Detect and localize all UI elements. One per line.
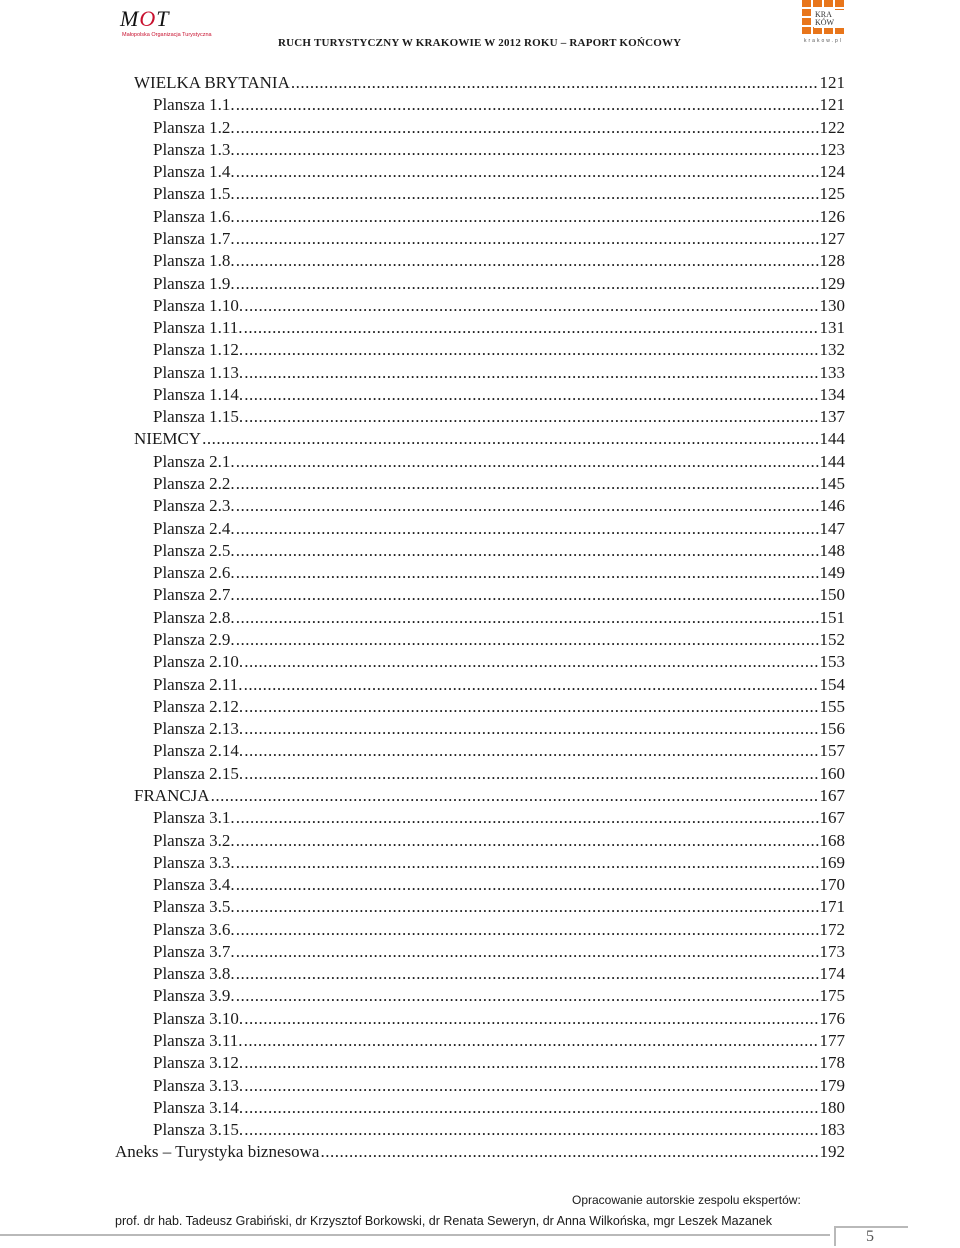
toc-entry-label: Plansza 1.11. <box>153 318 243 338</box>
toc-entry[interactable] <box>153 807 845 829</box>
toc-entry[interactable] <box>153 317 845 339</box>
toc-entry[interactable] <box>153 1008 845 1030</box>
toc-entry[interactable] <box>153 228 845 250</box>
toc-dot-leader <box>244 740 818 762</box>
toc-entry-page: 153 <box>819 652 845 672</box>
toc-entry-label: Plansza 1.12. <box>153 340 244 360</box>
mot-logo-wordmark: MOT <box>120 6 170 31</box>
toc-entry-label: Plansza 1.15. <box>153 407 244 427</box>
toc-entry[interactable] <box>153 518 845 540</box>
toc-dot-leader <box>244 763 818 785</box>
toc-entry-label: Plansza 2.1. <box>153 451 235 471</box>
toc-entry-page: 121 <box>819 73 845 92</box>
toc-dot-leader <box>244 384 818 406</box>
toc-entry[interactable] <box>153 718 845 740</box>
toc-dot-leader <box>236 518 819 540</box>
toc-entry-label: Plansza 3.3. <box>153 852 235 872</box>
toc-dot-leader <box>236 250 819 272</box>
toc-entry-page: 180 <box>819 1097 845 1117</box>
toc-dot-leader <box>244 674 819 696</box>
toc-dot-leader <box>236 228 819 250</box>
toc-dot-leader <box>236 830 819 852</box>
toc-entry-page: 124 <box>819 162 845 182</box>
toc-dot-leader <box>244 339 818 361</box>
toc-entry-page: 152 <box>819 630 845 649</box>
toc-entry[interactable] <box>153 206 845 228</box>
toc-entry[interactable] <box>153 495 845 517</box>
toc-entry[interactable] <box>153 830 845 852</box>
toc-entry-page: 144 <box>819 429 845 449</box>
toc-entry-page: 150 <box>819 585 845 605</box>
toc-dot-leader <box>244 1097 818 1119</box>
toc-entry[interactable] <box>153 651 845 673</box>
toc-entry[interactable] <box>153 963 845 985</box>
toc-entry[interactable] <box>153 273 845 295</box>
toc-entry-page: 172 <box>819 919 845 939</box>
toc-entry[interactable] <box>153 250 845 272</box>
toc-dot-leader <box>244 1030 819 1052</box>
toc-entry-label: Plansza 1.2. <box>153 117 235 137</box>
toc-entry-page: 133 <box>819 362 845 382</box>
toc-entry[interactable] <box>153 339 845 361</box>
toc-entry-label: Plansza 2.3. <box>153 496 235 516</box>
toc-entry[interactable] <box>153 674 845 696</box>
toc-entry-label: Plansza 2.14. <box>153 741 244 761</box>
toc-entry-page: 168 <box>819 830 845 850</box>
toc-entry-label: Plansza 3.7. <box>153 941 235 961</box>
toc-entry-label: Plansza 3.13. <box>153 1075 244 1095</box>
toc-dot-leader <box>244 651 818 673</box>
toc-entry-label: Plansza 3.1. <box>153 808 235 828</box>
toc-entry-label: Plansza 2.4. <box>153 518 235 538</box>
toc-entry-page: 176 <box>819 1008 845 1028</box>
toc-dot-leader <box>320 1141 818 1163</box>
toc-entry-label: Plansza 3.14. <box>153 1097 244 1117</box>
footer-rule <box>0 1234 830 1236</box>
toc-dot-leader <box>236 896 819 918</box>
toc-entry-label: Plansza 1.7. <box>153 228 235 248</box>
toc-entry-label: Plansza 2.2. <box>153 474 235 494</box>
footer-authors: prof. dr hab. Tadeusz Grabiński, dr Krzysztof Borkowski, dr Renata Seweryn, dr Anna Wilkońska, mgr Leszek Mazanek <box>115 1214 772 1228</box>
toc-entry[interactable] <box>153 295 845 317</box>
toc-entry-label: Plansza 3.15. <box>153 1120 244 1140</box>
toc-entry-page: 147 <box>819 518 845 538</box>
toc-entry[interactable] <box>153 896 845 918</box>
toc-dot-leader <box>244 317 819 339</box>
toc-entry[interactable] <box>153 384 845 406</box>
toc-entry-page: 132 <box>819 340 845 360</box>
toc-entry-page: 167 <box>819 785 845 805</box>
toc-entry[interactable] <box>153 406 845 428</box>
page-header <box>0 0 960 60</box>
toc-entry-label: Plansza 2.5. <box>153 540 235 560</box>
toc-entry[interactable] <box>153 874 845 896</box>
footer-heading: Opracowanie autorskie zespolu ekspertów: <box>572 1193 801 1207</box>
toc-entry-page: 123 <box>819 139 845 159</box>
toc-entry[interactable] <box>153 941 845 963</box>
toc-entry-label: Plansza 2.8. <box>153 607 235 627</box>
toc-entry[interactable] <box>153 852 845 874</box>
toc-entry-page: 148 <box>819 540 845 560</box>
toc-entry[interactable] <box>153 451 845 473</box>
toc-dot-leader <box>236 941 819 963</box>
toc-entry[interactable] <box>153 1075 845 1097</box>
toc-entry[interactable] <box>134 428 845 450</box>
toc-entry[interactable] <box>153 584 845 606</box>
toc-entry-label: Plansza 2.10. <box>153 652 244 672</box>
toc-entry-label: WIELKA BRYTANIA <box>134 73 290 92</box>
toc-entry[interactable] <box>134 72 845 94</box>
krakow-logo-domain: krakow.pl <box>804 38 843 44</box>
toc-entry-label: Plansza 1.1. <box>153 95 235 115</box>
toc-entry-page: 144 <box>819 451 845 471</box>
toc-entry-label: Plansza 3.10. <box>153 1008 244 1028</box>
toc-entry[interactable] <box>153 562 845 584</box>
toc-dot-leader <box>244 696 818 718</box>
toc-entry[interactable] <box>153 139 845 161</box>
toc-entry-label: Plansza 2.6. <box>153 563 235 583</box>
toc-entry-label: Plansza 2.7. <box>153 585 235 605</box>
toc-entry-label: Aneks – Turystyka biznesowa <box>115 1142 320 1162</box>
toc-entry-label: Plansza 3.11. <box>153 1031 243 1051</box>
toc-entry[interactable] <box>153 1097 845 1119</box>
toc-dot-leader <box>244 718 818 740</box>
toc-entry-page: 167 <box>819 808 845 828</box>
toc-entry-label: Plansza 2.15. <box>153 763 244 783</box>
toc-dot-leader <box>236 562 819 584</box>
toc-entry-page: 145 <box>819 474 845 494</box>
toc-entry-page: 178 <box>819 1053 845 1073</box>
toc-entry-label: Plansza 3.5. <box>153 897 235 917</box>
toc-entry[interactable] <box>153 1030 845 1052</box>
toc-entry-page: 169 <box>819 852 845 872</box>
toc-entry-label: Plansza 1.14. <box>153 384 244 404</box>
toc-entry-page: 122 <box>819 117 845 137</box>
toc-entry-page: 192 <box>819 1142 845 1162</box>
toc-entry-page: 179 <box>819 1075 845 1095</box>
toc-dot-leader <box>236 183 819 205</box>
toc-entry[interactable] <box>153 763 845 785</box>
toc-entry-page: 156 <box>819 719 845 739</box>
toc-dot-leader <box>236 161 819 183</box>
toc-entry-label: Plansza 1.8. <box>153 251 235 271</box>
toc-entry[interactable] <box>153 919 845 941</box>
toc-entry-label: Plansza 1.9. <box>153 273 235 293</box>
toc-entry[interactable] <box>153 629 845 651</box>
toc-entry-label: Plansza 1.5. <box>153 184 235 204</box>
toc-entry-page: 160 <box>819 763 845 783</box>
toc-entry[interactable] <box>153 183 845 205</box>
toc-dot-leader <box>202 428 818 450</box>
toc-entry[interactable] <box>153 696 845 718</box>
toc-entry-page: 128 <box>819 251 845 271</box>
toc-entry-page: 171 <box>819 897 845 917</box>
toc-dot-leader <box>236 985 819 1007</box>
toc-dot-leader <box>236 607 819 629</box>
toc-entry-label: FRANCJA <box>134 785 210 805</box>
krakow-logo-wordmark: KRA KÓW <box>814 10 848 28</box>
toc-entry-page: 183 <box>819 1120 845 1140</box>
toc-dot-leader <box>244 362 818 384</box>
toc-entry[interactable] <box>153 1119 845 1141</box>
toc-entry-label: Plansza 3.8. <box>153 964 235 984</box>
toc-entry-label: Plansza 3.4. <box>153 875 235 895</box>
toc-dot-leader <box>236 206 819 228</box>
toc-entry[interactable] <box>153 362 845 384</box>
toc-dot-leader <box>244 1052 818 1074</box>
toc-entry-page: 126 <box>819 206 845 226</box>
toc-dot-leader <box>236 584 819 606</box>
toc-entry-page: 173 <box>819 941 845 961</box>
toc-entry-page: 149 <box>819 563 845 583</box>
toc-entry-label: Plansza 1.10. <box>153 295 244 315</box>
toc-dot-leader <box>236 117 819 139</box>
toc-dot-leader <box>236 852 819 874</box>
toc-entry-label: NIEMCY <box>134 429 202 449</box>
krakow-logo <box>800 0 848 48</box>
toc-entry[interactable] <box>115 1141 845 1163</box>
toc-entry-label: Plansza 2.9. <box>153 630 235 649</box>
toc-dot-leader <box>236 919 819 941</box>
toc-entry[interactable] <box>153 1052 845 1074</box>
toc-entry-page: 125 <box>819 184 845 204</box>
toc-entry-label: Plansza 3.9. <box>153 986 235 1006</box>
toc-entry[interactable] <box>153 161 845 183</box>
toc-entry-label: Plansza 2.12. <box>153 696 244 716</box>
toc-entry-page: 146 <box>819 496 845 516</box>
toc-entry-page: 154 <box>819 674 845 694</box>
toc-entry-page: 130 <box>819 295 845 315</box>
toc-entry-page: 131 <box>819 318 845 338</box>
toc-entry[interactable] <box>153 94 845 116</box>
mot-logo <box>120 6 216 40</box>
toc-entry[interactable] <box>153 540 845 562</box>
toc-entry[interactable] <box>153 473 845 495</box>
toc-dot-leader <box>244 295 818 317</box>
toc-entry-page: 155 <box>819 696 845 716</box>
toc-entry[interactable] <box>134 785 845 807</box>
report-title: RUCH TURYSTYCZNY W KRAKOWIE W 2012 ROKU – RAPORT KOŃCOWY <box>278 37 682 49</box>
toc-entry-page: 134 <box>819 384 845 404</box>
toc-entry-label: Plansza 1.3. <box>153 139 235 159</box>
toc-entry[interactable] <box>153 607 845 629</box>
toc-entry-label: Plansza 3.6. <box>153 919 235 939</box>
toc-dot-leader <box>236 540 819 562</box>
toc-dot-leader <box>236 495 819 517</box>
toc-dot-leader <box>244 1008 818 1030</box>
toc-entry-page: 175 <box>819 986 845 1006</box>
toc-dot-leader <box>236 963 819 985</box>
mot-logo-subtitle: Małopolska Organizacja Turystyczna <box>122 32 212 38</box>
toc-dot-leader <box>236 139 819 161</box>
toc-dot-leader <box>244 406 818 428</box>
toc-entry-page: 177 <box>819 1031 845 1051</box>
toc-entry-page: 127 <box>819 228 845 248</box>
toc-entry-page: 151 <box>819 607 845 627</box>
toc-dot-leader <box>244 1119 818 1141</box>
toc-entry-page: 174 <box>819 964 845 984</box>
toc-dot-leader <box>236 451 819 473</box>
toc-entry-label: Plansza 2.11. <box>153 674 243 694</box>
toc-dot-leader <box>244 1075 818 1097</box>
toc-entry-label: Plansza 1.6. <box>153 206 235 226</box>
toc-dot-leader <box>236 473 819 495</box>
toc-entry-label: Plansza 1.4. <box>153 162 235 182</box>
toc-dot-leader <box>236 807 819 829</box>
toc-entry[interactable] <box>153 740 845 762</box>
toc-entry-label: Plansza 3.12. <box>153 1053 244 1073</box>
toc-dot-leader <box>236 94 819 116</box>
toc-entry-page: 137 <box>819 407 845 427</box>
toc-entry[interactable] <box>153 985 845 1007</box>
page-footer <box>0 1185 960 1248</box>
toc-entry-page: 121 <box>819 95 845 115</box>
toc-entry-label: Plansza 1.13. <box>153 362 244 382</box>
toc-dot-leader <box>236 629 819 651</box>
toc-entry-label: Plansza 3.2. <box>153 830 235 850</box>
page-number: 5 <box>866 1228 874 1245</box>
toc-dot-leader <box>236 273 819 295</box>
toc-entry[interactable] <box>153 117 845 139</box>
toc-entry-page: 129 <box>819 273 845 293</box>
toc-dot-leader <box>236 874 819 896</box>
toc-dot-leader <box>211 785 819 807</box>
toc-entry-page: 170 <box>819 875 845 895</box>
toc-entry-page: 157 <box>819 741 845 761</box>
toc-entry-label: Plansza 2.13. <box>153 719 244 739</box>
toc-dot-leader <box>291 72 819 94</box>
